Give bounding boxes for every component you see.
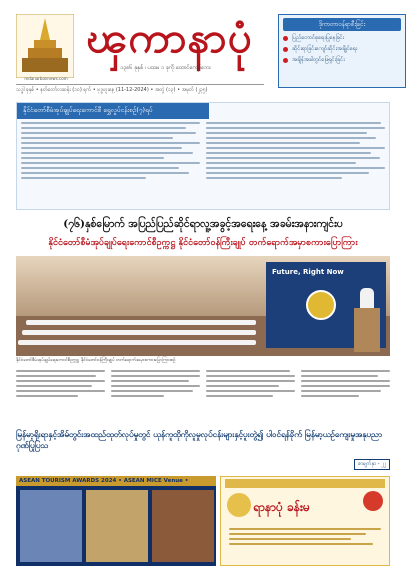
highlight-item[interactable]: ဆိုင်းရာခြင်းကျော်ဆိုင်းအချိုင်ရေး	[283, 45, 401, 53]
dateline: သဒ္ဓါ ခုနှစ် • နတ်တော်လဆန်း (၁၀) ရက် • ဗုဒ္ဓဟူးနေ့ (11-12-2024) • အတွဲ (၁၃) • အမှတ် (၂၃၅)	[16, 84, 264, 94]
bullet-icon	[283, 58, 288, 63]
photo-caption: နိုင်ငံတော်စီမံအုပ်ချုပ်ရေးကောင်စီဥက္ကဋ္ဌ နိုင်ငံတော်ဝန်ကြီးချုပ် တက်ရောက်အမှာစကားပြောကြားစဉ်	[16, 358, 176, 363]
asean-logo-icon	[363, 491, 383, 511]
screen-text: Future, Right Now	[272, 268, 344, 276]
advertisements	[16, 476, 390, 566]
highlight-item[interactable]: ပြည်တောင်စုရေးပြုနေခြင်း	[283, 34, 401, 42]
award-ad[interactable]	[16, 476, 216, 566]
article-body	[16, 367, 390, 423]
hall-image	[86, 490, 148, 562]
policy-news-box	[16, 102, 390, 210]
bottom-headline: မြန်မာ့ရိုးရာနှင့်အိမ်တွင်းအထည်ထုတ်လုပ်မှုတွင် ယုန်ကူထိုကိုလူမှုလုပ်ငန်းများနှင့်ပူးတွဲ၍ ပါဝင်ရန်ခိုက် မြန်မာ့ယဉ်ကျေးမှုအနုပညာ ဂုဏ်ပြုပြသ	[16, 430, 383, 450]
masthead	[16, 14, 390, 92]
issue-line: ၁၃၈၆ ခုနှစ် ၊ ပထမ ၁ ခုကို ထောင်ကျော်ဘေး	[120, 65, 211, 71]
news-column-left	[21, 119, 200, 205]
newspaper-title: ၾကာနာပုံ	[86, 13, 253, 62]
venue-image	[20, 490, 82, 562]
highlights-heading: ဒိုကာတာဝန်ရာစီးခြင်း	[283, 18, 401, 31]
news-box-heading: နိုင်ငံတော်စီမံအုပ်ချုပ်ရေးကောင်စီ ရွှေလှုပ်ငန်းစဉ်(၇)ရပ်	[17, 103, 209, 119]
article-column	[111, 367, 200, 423]
bullet-icon	[283, 36, 288, 41]
hall-logo-icon	[227, 493, 251, 517]
highlights-box	[278, 14, 406, 88]
highlight-item[interactable]: အချိန်အခါတွင်ဖြေရှင်းခြင်း	[283, 56, 401, 64]
article-column	[16, 367, 105, 423]
article-column	[206, 367, 295, 423]
speaker-figure	[360, 288, 374, 310]
ad-top-bar	[225, 479, 385, 488]
logo-url: mdanarbonnews.com	[24, 76, 68, 81]
pagoda-logo-icon	[16, 14, 74, 78]
emblem-icon	[306, 290, 336, 320]
main-headline: (၇၆)နှစ်မြောက် အပြည်ပြည်ဆိုင်ရာလူ့အခွင့်အရေးနေ့ အခမ်းအနားကျင်းပ	[63, 218, 343, 230]
page-ref: စာမျက်နှာ - ၂၂	[354, 459, 390, 470]
hall-brand: ရာနာပုံ ခန်းမ	[253, 500, 310, 514]
article-column	[301, 367, 390, 423]
hall-image	[152, 490, 214, 562]
news-columns	[21, 119, 385, 205]
sub-headline: နိုင်ငံတော်စီမံအုပ်ချုပ်ရေးကောင်စီဥက္ကဋ္ဌ နိုင်ငံတော်ဝန်ကြီးချုပ် တက်ရောက်အမှာစကားပြောကြား	[48, 238, 358, 248]
event-photo	[16, 256, 390, 356]
hall-ad[interactable]	[220, 476, 390, 566]
award-banner: ASEAN TOURISM AWARDS 2024 • ASEAN MICE Venue • Award	[16, 476, 216, 486]
podium	[354, 308, 380, 352]
news-column-right	[206, 119, 385, 205]
bullet-icon	[283, 47, 288, 52]
